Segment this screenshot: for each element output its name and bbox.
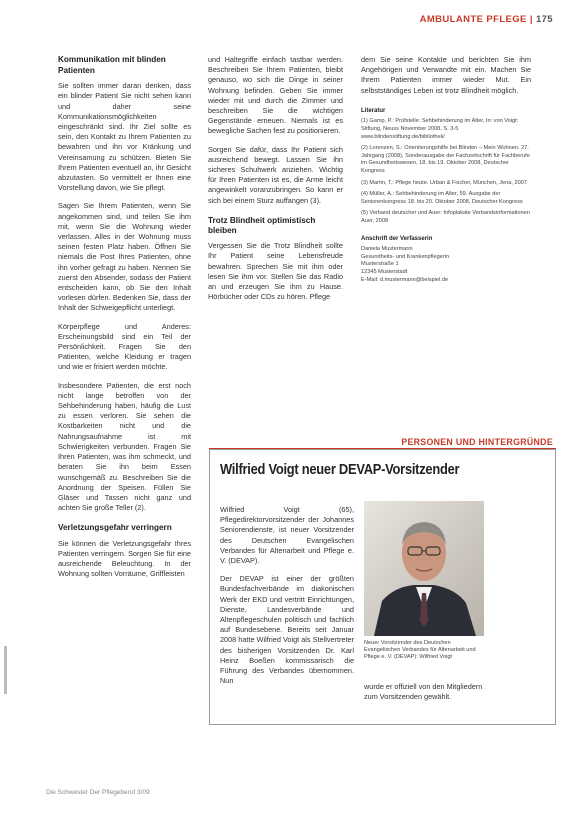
header-separator: | (529, 14, 533, 25)
literature-block (361, 108, 531, 284)
page-number: 175 (535, 14, 553, 25)
author-heading: Anschrift der Verfasserin (361, 235, 433, 242)
author-line: E-Mail: d.mustermann@beispiel.de (361, 276, 449, 283)
reference: (4) Müller, A.: Sehbehinderung im Alter, 59. Ausgabe der Seniorenkongress 18. bis 20. Oktober 2008, Deutscher Kongress (361, 191, 523, 205)
portrait-photo (364, 501, 484, 636)
box-column-right: wurde er offiziell von den Mitgliedern zum Vorsitzenden gewählt. (364, 682, 483, 702)
column-3 (361, 55, 531, 284)
box-title: Wilfried Voigt neuer DEVAP-Vorsitzender (220, 461, 460, 478)
reference: (2) Lorenzen, S.: Orientierungshilfe bei Blinden – Mein Wohnen. 27. Jahrgang (2008), Sonderausgabe der Fachzeitschrift für Fachberufe im Gesundheitswesen, 18. bis 19. Oktober 2008, Deutscher Kongress (361, 145, 530, 174)
paragraph: Der DEVAP ist einer der größten Bundesfachverbände im diakonischen Werk der EKD und vertritt Einrichtungen, Dienste, Landesverbände und Altenpflegeschulen politisch und fachlich auf Bundesebene. Bereits seit Januar 2008 hatte Wilfried Voigt als Stellvertreter des bisherigen Vorsitzenden Dr. Karl Heinz Boeßen kommissarisch die Führung des Verbandes übernommen. Nun (220, 574, 354, 686)
paragraph: Körperpflege und Anderes: Erscheinungsbild sind ein Teil der Persönlichkeit. Fragen Sie den Patienten, welche Kleidung er tragen und wie er frisiert werden möchte. (58, 321, 191, 372)
paragraph: Insbesondere Patienten, die erst noch nicht lange betroffen von der Sehbehinderung haben, häufig die Lust zu essen verloren. Sie sehen die Kostbarkeiten nicht und die Nahrungsaufnahme ist mit Schwierigkeiten verbunden. Fragen Sie Ihren Patienten, was ihm schmeckt, und beraten Sie ihn beim Essen wunschgemäß zu. Beschreiben Sie die Anordnung der Speisen. Füllen Sie Gläser und Tassen nicht ganz und achten Sie große Teller (2). (58, 380, 191, 513)
paragraph: Sie sollten immer daran denken, dass ein blinder Patient Sie nicht sehen kann und daher seine Kommunikationsmöglichkeiten eingeschränkt sind. Ihr Ziel sollte es sein, den Kontakt zu Ihrem Patienten zu bewahren und ihn vor Kränkung und Vereinsamung zu schützen. Bieten Sie Ihrem Patienten eventuell an, ihr Gesicht abzutasten. So vermittelt er Ihnen eine Vorstellung davon, wie Sie pflegt. (58, 81, 191, 193)
photo-caption: Neuer Vorsitzender des Deutschen Evangelischen Verbandes für Altenarbeit und Pflege e. V. (DEVAP): Wilfried Voigt (364, 640, 476, 661)
paragraph: Sorgen Sie dafür, dass Ihr Patient sich ausreichend bewegt. Lassen Sie ihn sicheres Schuhwerk anziehen. Wichtig für Ihren Patienten ist es, die Arme leicht angewinkelt voranzubringen. So kann er sich bei einem Sturz auffangen (3). (208, 144, 343, 205)
paragraph: Sie können die Verletzungsgefahr Ihres Patienten verringern. Sorgen Sie für eine ausreichende Beleuchtung. In der Wohnung sollten Vorräume, Griffleisten (58, 538, 191, 579)
news-box (209, 449, 556, 725)
paragraph: Vergessen Sie die Trotz Blindheit sollte Ihr Patient seine Lebensfreude bewahren. Sprechen Sie mit ihm oder lesen Sie ihm vor. Stellen Sie das Radio an und erzeugen Sie ihm zu Hause. Hörbücher oder CDs zu hören. Pflege (208, 241, 343, 302)
heading-optimistisch: Trotz Blindheit optimistisch bleiben (208, 215, 316, 236)
reference: (1) Gamp, P.: Prüfstelle: Sehbehinderung im Alter, In: von Voigt: Stiftung, Neuss November 2008, S. 3-5 www.blindenstiftung.de/bibliothek/ (361, 118, 519, 140)
page-footer: Die Schwester Der Pflegeberuf 3/09 (46, 789, 150, 796)
author-line: Gesundheits- und Krankenpflegerin (361, 253, 450, 260)
paragraph: und Haltegriffe einfach tastbar werden. Beschreiben Sie Ihrem Patienten, bleibt genauso, wo sich die Dinge in seiner Wohnung befinden. Geben Sie immer wieder mit und durch die Zimmer und beschreiben Sie die wichtigen Gegenstände erneuen. Niemals ist es bewegliche Sachen fest zu positionieren. (208, 55, 343, 136)
reference: (3) Martin, T.: Pflege heute. Urban & Fischer, München, Jena, 2007 (361, 179, 527, 186)
author-line: Musterstraße 1 (361, 261, 399, 268)
author-line: Daniela Mustermann (361, 246, 413, 253)
column-1 (58, 55, 191, 587)
paragraph: Sagen Sie Ihrem Patienten, wenn Sie angekommen sind, und teilen Sie ihm mit, wenn Sie die Wohnung wieder verlassen. Alles in der Wohnung muss seinen festen Platz haben. Öffnen Sie niemals die Post Ihres Patienten, ohne ihn vorher gefragt zu haben. Nennen Sie zuerst den Absender, sodass der Patient entscheiden kann, ob Sie den Inhalt vorlesen dürfen. Bedenken Sie, dass der Inhalt der Schweigepflicht unterliegt. (58, 201, 191, 313)
page-header (420, 14, 553, 25)
paragraph: Wilfried Voigt (65), Pflegedirektorvorsitzender der Johannes Seniorendienste, ist neuer Vorsitzender des Deutschen Evangelischen Verbandes für Altenarbeit und Pflege e. V. (DEVAP). (220, 505, 354, 566)
literature-heading: Literatur (361, 107, 386, 114)
column-2 (208, 55, 343, 310)
section-title: AMBULANTE PFLEGE (419, 14, 527, 25)
heading-kommunikation: Kommunikation mit blinden Patienten (58, 55, 166, 75)
margin-mark (4, 646, 7, 694)
author-line: 12345 Musterstadt (361, 268, 408, 275)
paragraph: dem Sie seine Kontakte und berichten Sie ihm Angehörigen und Verwandte mit ein. Machen Sie Ihrem Patienten immer wieder Mut. Ein selbstständiges Leben ist trotz Blindheit möglich. (361, 55, 531, 95)
heading-verletzungsgefahr: Verletzungsgefahr verringern (58, 523, 172, 533)
box-column-left (220, 505, 354, 694)
section-label: PERSONEN UND HINTERGRÜNDE (401, 437, 553, 447)
reference: (5) Verband deutscher und Auer: Infoplakate Verbandsinformationen Auer, 2008 (361, 210, 530, 224)
